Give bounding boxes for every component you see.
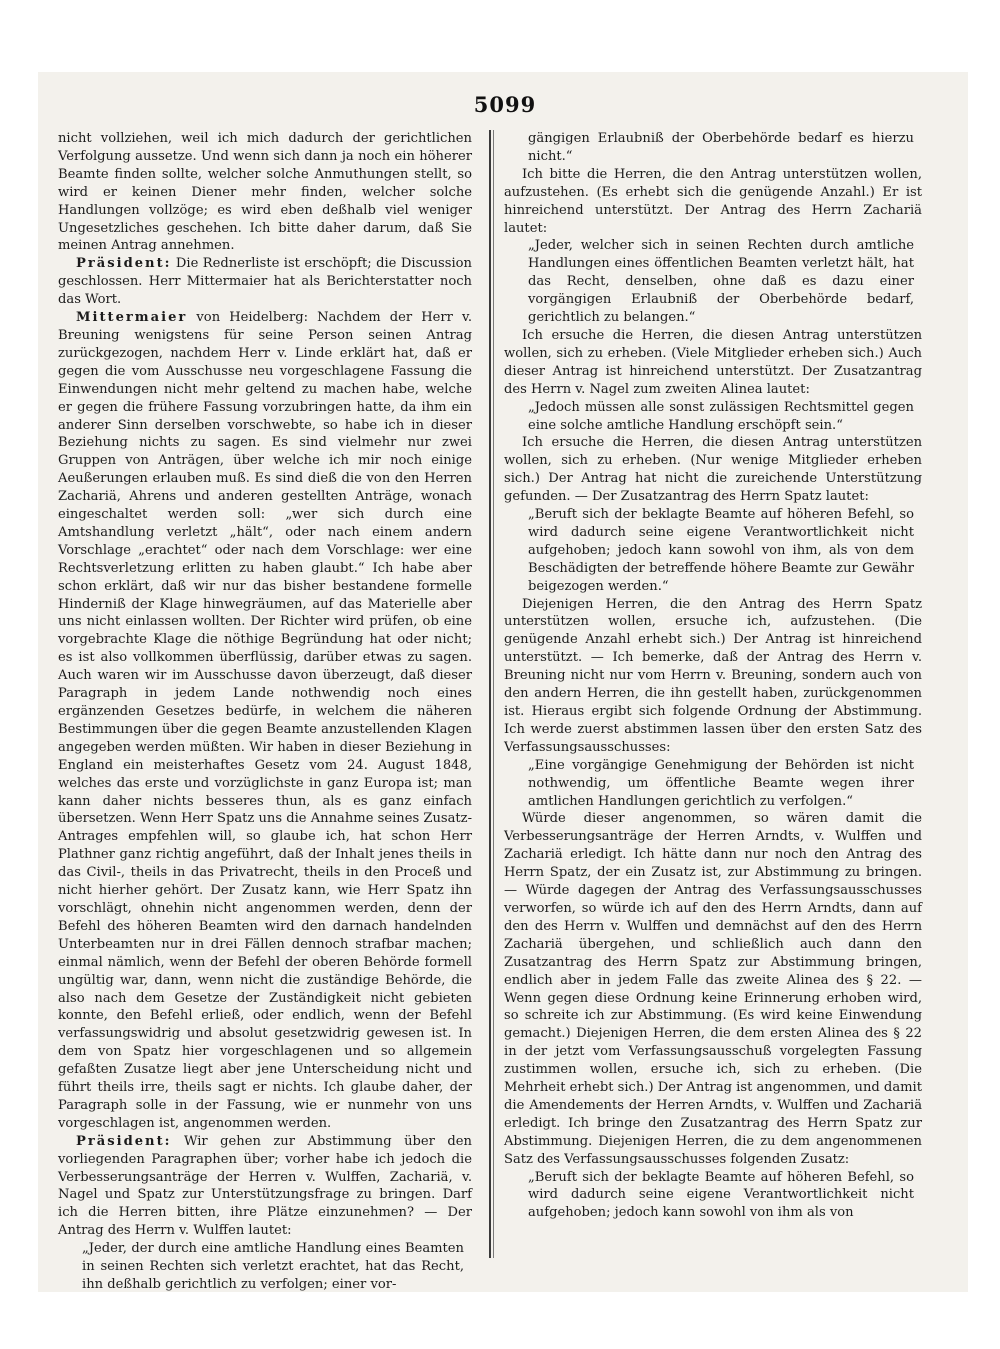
paragraph-text: nicht vollziehen, weil ich mich dadurch der gerichtlichen Verfolgung aussetze. Und wenn sich dann ja noch ein höherer Beamte finden sollte, welcher solche Anmuthungen stellt, so wird er keinen Diener mehr finden, welcher solche Handlungen vollzöge; es wird eben deßhalb viel weniger Ungesetzliches geschehen. Ich bitte daher darum, daß Sie meinen Antrag annehmen. <box>58 131 472 254</box>
paragraph-text: Ich bitte die Herren, die den Antrag unterstützen wollen, aufzustehen. (Es erhebt sich die genügende Anzahl.) Er ist hinreichend unterstützt. Der Antrag des Herrn Zachariä lautet: <box>504 166 922 236</box>
paragraph-text: Ich ersuche die Herren, die diesen Antrag unterstützen wollen, sich zu erheben. (Viele Mitglieder erheben sich.) Auch dieser Antrag ist hinreichend unterstützt. Der Zusatzantrag des Herrn v. Nagel zum zweiten Alinea lautet: <box>504 327 922 397</box>
quoted-motion: „Beruft sich der beklagte Beamte auf höheren Befehl, so wird dadurch seine eigene Verantwortlichkeit nicht aufgehoben; jedoch kann sowohl von ihm, als von dem Beschädigten der betreffende höhere Beamte zur Gewähr beigezogen werden.“ <box>528 507 914 594</box>
speaker-name: Präsident: <box>76 1133 172 1149</box>
paragraph-text: Die Rednerliste ist erschöpft; die Discussion geschlossen. Herr Mittermaier hat als Berichterstatter noch das Wort. <box>58 256 472 308</box>
paragraph-text: von Heidelberg: Nachdem der Herr v. Breuning wenigstens für seine Person seinen Antrag zurückgezogen, nachdem Herr v. Linde erklärt hat, daß er gegen die vom Ausschusse neu vorgeschlagene Fassung die Einwendungen nicht mehr geltend zu machen habe, welche er gegen die frühere Fassung vorzubringen hatte, da ihm ein anderer Sinn derselben vorschwebte, so habe ich in dieser Beziehung nichts zu sagen. Es sind vielmehr nur zwei Gruppen von Anträgen, über welche ich mir noch einige Aeußerungen erlauben muß. Es sind dieß die von den Herren Zachariä, Ahrens und anderen gestellten Anträge, wonach eingeschaltet werden soll: „wer sich durch eine Amtshandlung verletzt „hält“, oder nach einem andern Vorschlage „erachtet“ oder nach dem Vorschlage: wer eine Rechtsverletzung erlitten zu haben glaubt.“ Ich habe aber schon erklärt, daß wir nur das bisher bestandene formelle Hinderniß der Klage hinwegräumen, auf das Materielle aber uns nicht einlassen wollten. Der Richter wird prüfen, ob eine vorgebrachte Klage die nöthige Begründung hat oder nicht; es ist also vollkommen überflüssig, darüber etwas zu sagen. Auch waren wir im Ausschusse davon überzeugt, daß dieser Paragraph in jedem Lande nothwendig noch eines ergänzenden Gesetzes bedürfe, in welchem die näheren Bestimmungen über die gegen Beamte anzustellenden Klagen angegeben werden müßten. Wir haben in dieser Beziehung in England ein meisterhaftes Gesetz vom 24. August 1848, welches das erste und vorzüglichste in ganz Europa ist; man kann daher nichts besseres thun, als es ganz einfach übersetzen. Wenn Herr Spatz uns die Annahme seines Zusatz-Antrages empfehlen will, so glaube ich, hat schon Herr Plathner ganz richtig angeführt, daß der Inhalt jenes theils in das Civil-, theils in das Privatrecht, theils in den Proceß und nicht hierher gehört. Der Zusatz kann, wie Herr Spatz ihn vorschlägt, ohnehin nicht angenommen werden, denn der Befehl des höheren Beamten wird den darnach handelnden Unterbeamten nur in drei Fällen dennoch strafbar machen; einmal nämlich, wenn der Befehl der oberen Behörde formell ungültig war, dann, wenn nicht die zuständige Behörde, die also nach dem Gesetze der Zuständigkeit nicht gebieten konnte, den Befehl erließ, oder endlich, wenn der Befehl verfassungswidrig und absolut gesetzwidrig gewesen ist. In dem von Spatz hier vorgeschlagenen und so allgemein gefaßten Zusatze liegt aber jene Unterscheidung nicht und führt theils irre, theils sagt er nichts. Ich glaube daher, der Paragraph solle in der Fassung, wie er nunmehr von uns vorgeschlagen ist, angenommen werden. <box>58 310 472 1131</box>
paragraph-text: Würde dieser angenommen, so wären damit die Verbesserungsanträge der Herren Arndts, v. Wulffen und Zachariä erledigt. Ich hätte dann nur noch den Antrag des Herrn Spatz, der ein Zusatz ist, zur Abstimmung zu bringen. — Würde dagegen der Antrag des Verfassungsausschusses verworfen, so würde ich auf den des Herrn Arndts, dann auf den des Herrn v. Wulffen und demnächst auf den des Herrn Zachariä übergehen, und schließlich auch dann den Zusatzantrag des Herrn Spatz zur Abstimmung bringen, endlich aber in jedem Falle das zweite Alinea des § 22. — Wenn gegen diese Ordnung keine Erinnerung erhoben wird, so schreite ich zur Abstimmung. (Es wird keine Einwendung gemacht.) Diejenigen Herren, die dem ersten Alinea des § 22 in der jetzt vom Verfassungsausschuß vorgelegten Fassung zustimmen wollen, ersuche ich, sich zu erheben. (Die Mehrheit erhebt sich.) Der Antrag ist angenommen, und damit die Amendements der Herren Arndts, v. Wulffen und Zachariä erledigt. Ich bringe den Zusatzantrag des Herrn Spatz zur Abstimmung. Diejenigen Herren, die zu dem angenommenen Satz des Verfassungsausschusses folgenden Zusatz: <box>504 811 922 1167</box>
quoted-motion: „Jeder, der durch eine amtliche Handlung eines Beamten in seinen Rechten sich verletzt erachtet, hat das Recht, ihn deßhalb gerichtlich zu verfolgen; einer vor- <box>82 1241 464 1292</box>
quoted-motion: „Beruft sich der beklagte Beamte auf höheren Befehl, so wird dadurch seine eigene Verantwortlichkeit nicht aufgehoben; jedoch kann sowohl von ihm als von <box>528 1169 914 1221</box>
paragraph <box>58 255 472 309</box>
paragraph <box>504 166 922 238</box>
paragraph <box>58 130 472 255</box>
quoted-motion: „Jedoch müssen alle sonst zulässigen Rechtsmittel gegen eine solche amtliche Handlung erschöpft sein.“ <box>528 399 914 433</box>
paragraph-text: Ich ersuche die Herren, die diesen Antrag unterstützen wollen, sich zu erheben. (Nur wenige Mitglieder erheben sich.) Der Antrag hat nicht die zureichende Unterstützung gefunden. — Der Zusatzantrag des Herrn Spatz lautet: <box>504 435 922 505</box>
paragraph <box>58 309 472 1133</box>
quoted-motion: gängigen Erlaubniß der Oberbehörde bedarf es hierzu nicht.“ <box>528 131 914 164</box>
paragraph-text: Wir gehen zur Abstimmung über den vorliegenden Paragraphen über; vorher habe ich jedoch die Verbesserungsanträge der Herren v. Wulffen, Zachariä, v. Nagel und Spatz zur Unterstützungsfrage zu bringen. Darf ich die Herren bitten, ihre Plätze einzunehmen? — Der Antrag des Herrn v. Wulffen lautet: <box>58 1133 472 1239</box>
column-divider <box>489 130 491 1258</box>
paragraph <box>58 1133 472 1240</box>
column-divider-thin <box>493 130 494 1258</box>
quoted-motion: „Eine vorgängige Genehmigung der Behörden ist nicht nothwendig, um öffentliche Beamte wegen ihrer amtlichen Handlungen gerichtlich zu verfolgen.“ <box>528 757 914 809</box>
paragraph-text: Diejenigen Herren, die den Antrag des Herrn Spatz unterstützen wollen, ersuche ich, aufzustehen. (Die genügende Anzahl erhebt sich.) Der Antrag ist hinreichend unterstützt. — Ich bemerke, daß der Antrag des Herrn v. Breuning nicht nur vom Herrn v. Breuning, sondern auch von den andern Herren, die ihn gestellt haben, zurückgenommen ist. Hieraus ergibt sich folgende Ordnung der Abstimmung. Ich werde zuerst abstimmen lassen über den ersten Satz des Verfassungsausschusses: <box>504 596 922 755</box>
speaker-name: Mittermaier <box>76 310 188 326</box>
paragraph <box>504 434 922 506</box>
quoted-motion: „Jeder, welcher sich in seinen Rechten durch amtliche Handlungen eines öffentlichen Beamten verletzt hält, hat das Recht, denselben, ohne daß es dazu einer vorgängigen Erlaubniß der Oberbehörde bedarf, gerichtlich zu belangen.“ <box>528 238 914 326</box>
paragraph <box>504 596 922 757</box>
paragraph <box>504 327 922 399</box>
paragraph <box>504 810 922 1168</box>
speaker-name: Präsident: <box>76 256 172 272</box>
right-column <box>504 130 922 1222</box>
page-number: 5099 <box>473 92 537 117</box>
left-column <box>58 130 472 1294</box>
